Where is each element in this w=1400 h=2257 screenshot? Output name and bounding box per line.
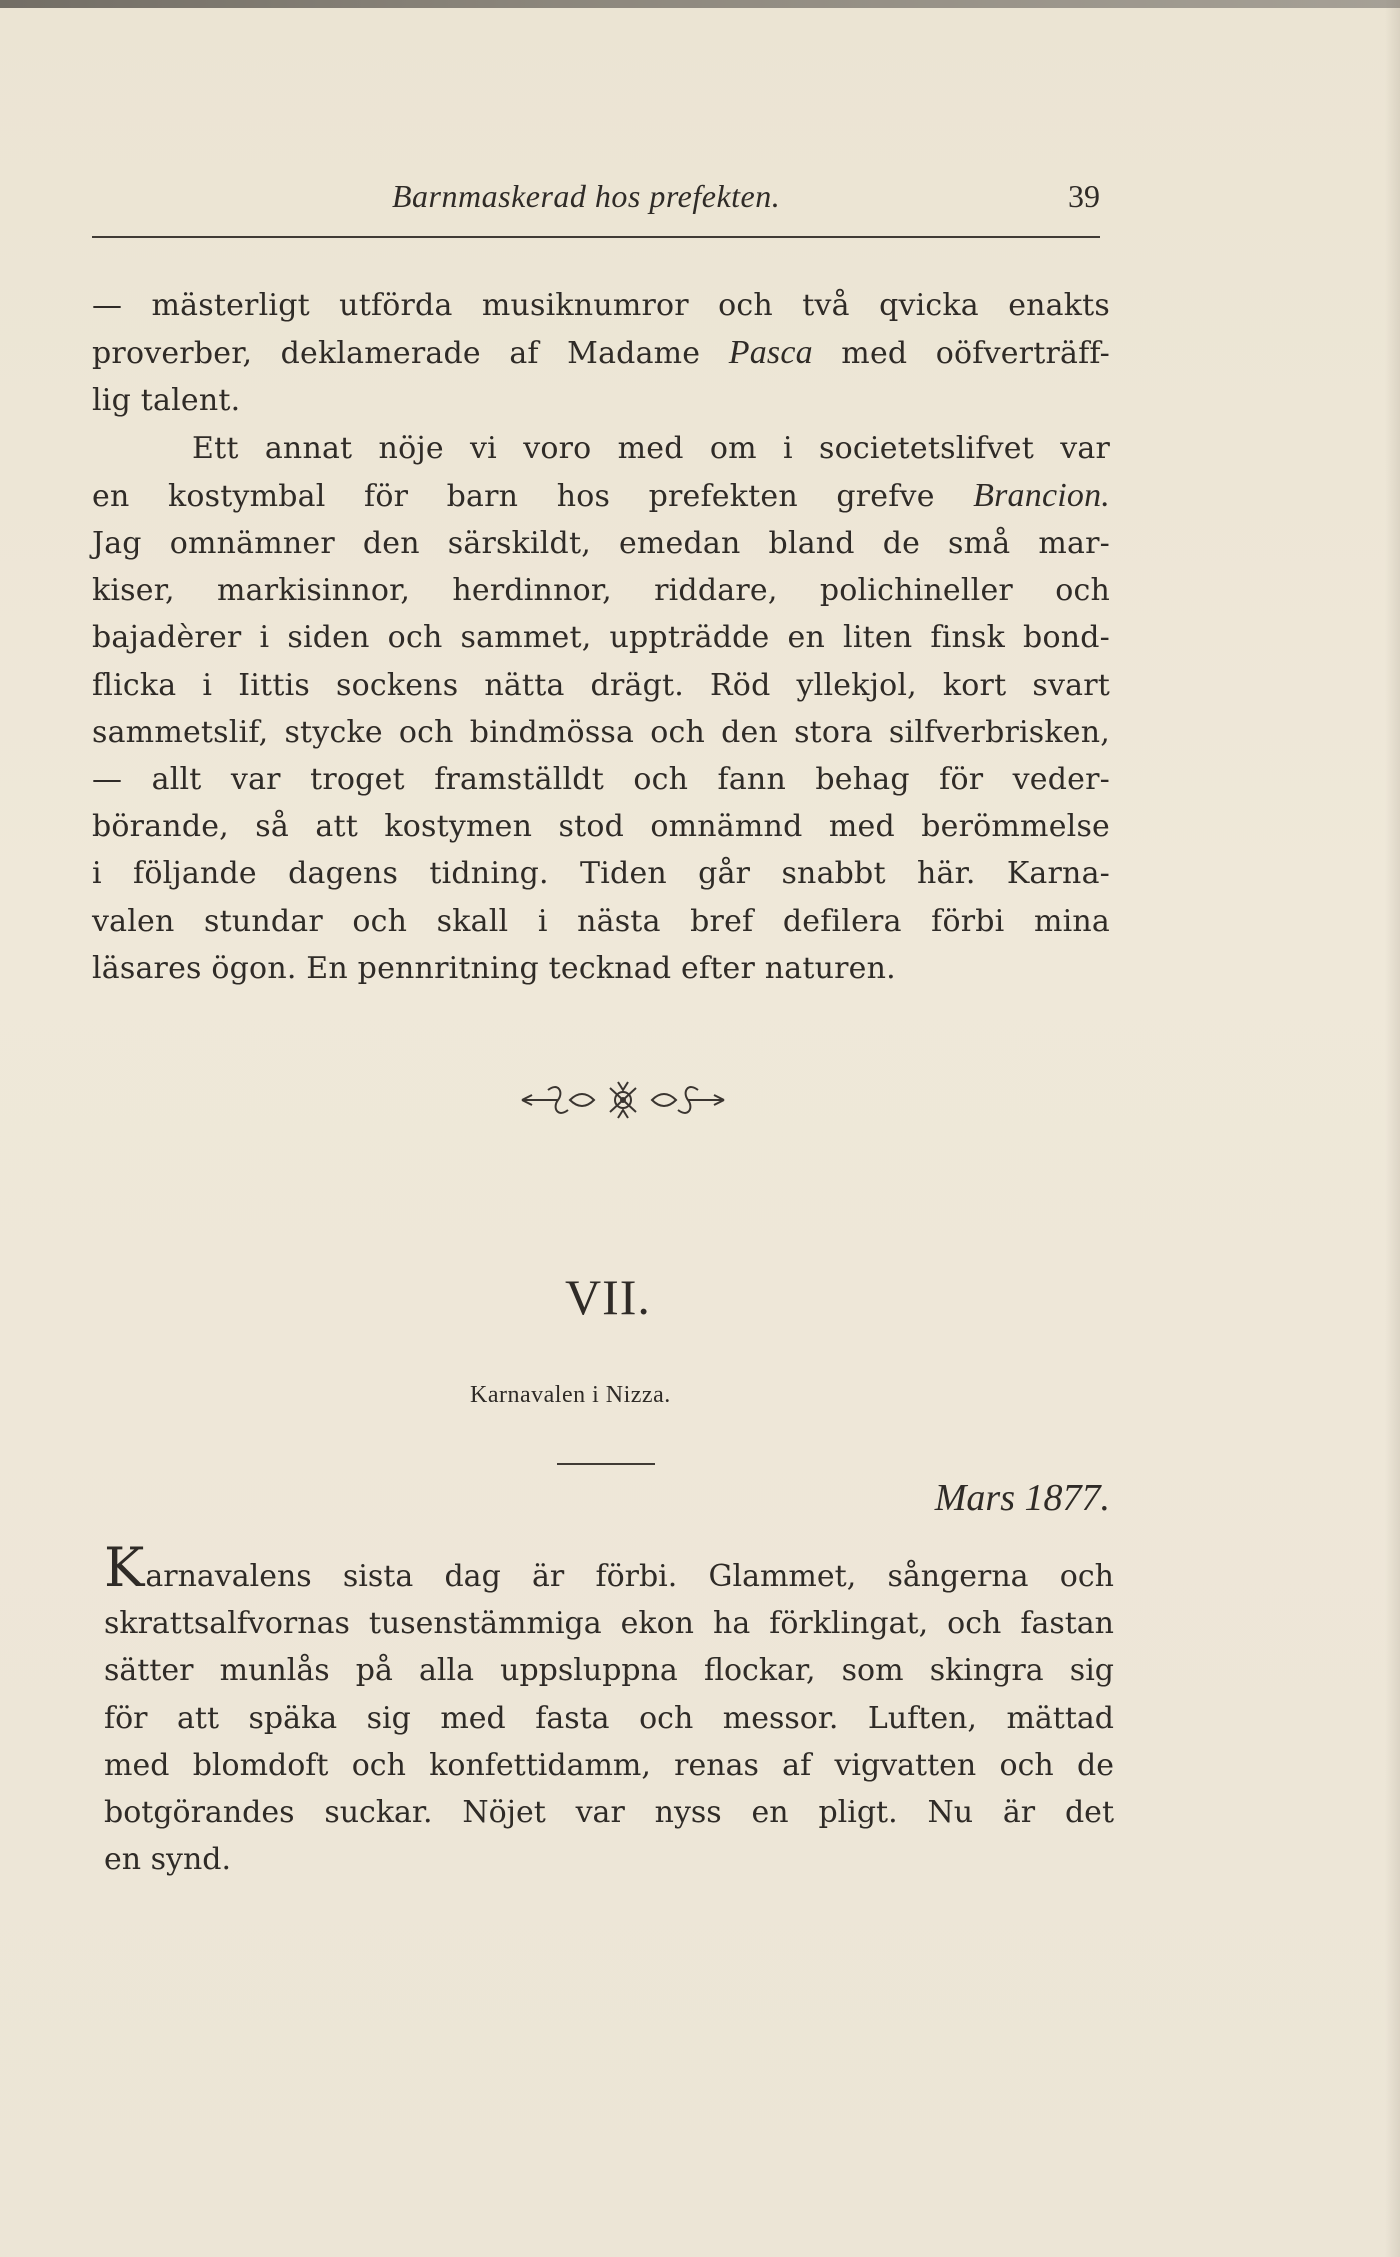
text-line: botgörandes suckar. Nöjet var nyss en pligt. Nu är det bbox=[104, 1795, 1114, 1831]
page-top-edge bbox=[0, 0, 1400, 8]
name-pasca: Pasca bbox=[728, 334, 813, 372]
text-line: valen stundar och skall i nästa bref defilera förbi mina bbox=[92, 903, 1110, 939]
text-line: sammetslif, stycke och bindmössa och den stora silfverbrisken, bbox=[92, 714, 1110, 750]
text-line: sätter munlås på alla uppsluppna flockar, som skingra sig bbox=[104, 1653, 1114, 1689]
name-brancion: Brancion. bbox=[973, 476, 1110, 514]
text-line: i följande dagens tidning. Tiden går snabbt här. Karna- bbox=[92, 856, 1110, 892]
page-edge bbox=[1385, 0, 1400, 2257]
running-head bbox=[92, 178, 1100, 232]
text-line: för att späka sig med fasta och messor. Luften, mättad bbox=[104, 1700, 1114, 1736]
text-line: Ett annat nöje vi voro med om i societetslifvet var bbox=[192, 430, 1110, 466]
text-line: börande, så att kostymen stod omnämnd med berömmelse bbox=[92, 809, 1110, 845]
paragraph-2 bbox=[104, 1536, 1114, 1883]
text-line: — mästerligt utförda musiknumror och två qvicka enakts bbox=[92, 288, 1110, 323]
chapter-number: VII. bbox=[565, 1269, 651, 1325]
text-line: med blomdoft och konfettidamm, renas af vigvatten och de bbox=[104, 1747, 1114, 1783]
header-rule bbox=[92, 236, 1100, 238]
text-line: bajadèrer i siden och sammet, uppträdde en liten finsk bond- bbox=[92, 620, 1110, 656]
text-line: flicka i Iittis sockens nätta drägt. Röd yllekjol, kort svart bbox=[92, 667, 1110, 703]
chapter-title: Karnavalen i Nizza. bbox=[470, 1382, 671, 1408]
text-line: proverber, deklamerade af Madame Pasca med oöfverträff- bbox=[92, 334, 1110, 372]
running-title: Barnmaskerad hos prefekten. bbox=[392, 178, 781, 214]
text-line: Jag omnämner den särskildt, emedan bland de små mar- bbox=[92, 526, 1110, 562]
text-line: en kostymbal för barn hos prefekten grefve Brancion. bbox=[92, 476, 1110, 514]
section-ornament-icon bbox=[518, 1078, 728, 1122]
text-line: — allt var troget framställdt och fann behag för veder- bbox=[92, 762, 1110, 798]
chapter-rule bbox=[557, 1463, 655, 1465]
page-number: 39 bbox=[1068, 178, 1100, 214]
paragraph-1 bbox=[92, 282, 1110, 992]
text-line: kiser, markisinnor, herdinnor, riddare, polichineller och bbox=[92, 573, 1110, 609]
text-line: lig talent. bbox=[92, 383, 241, 419]
dateline: Mars 1877. bbox=[934, 1477, 1110, 1519]
text-line: en synd. bbox=[104, 1842, 232, 1878]
text-line: läsares ögon. En pennritning tecknad efter naturen. bbox=[92, 950, 896, 986]
drop-cap: K bbox=[104, 1536, 145, 1599]
text-line: skrattsalfvornas tusenstämmiga ekon ha förklingat, och fastan bbox=[104, 1606, 1114, 1642]
text-line: Karnavalens sista dag är förbi. Glammet, sångerna och bbox=[104, 1536, 1114, 1599]
